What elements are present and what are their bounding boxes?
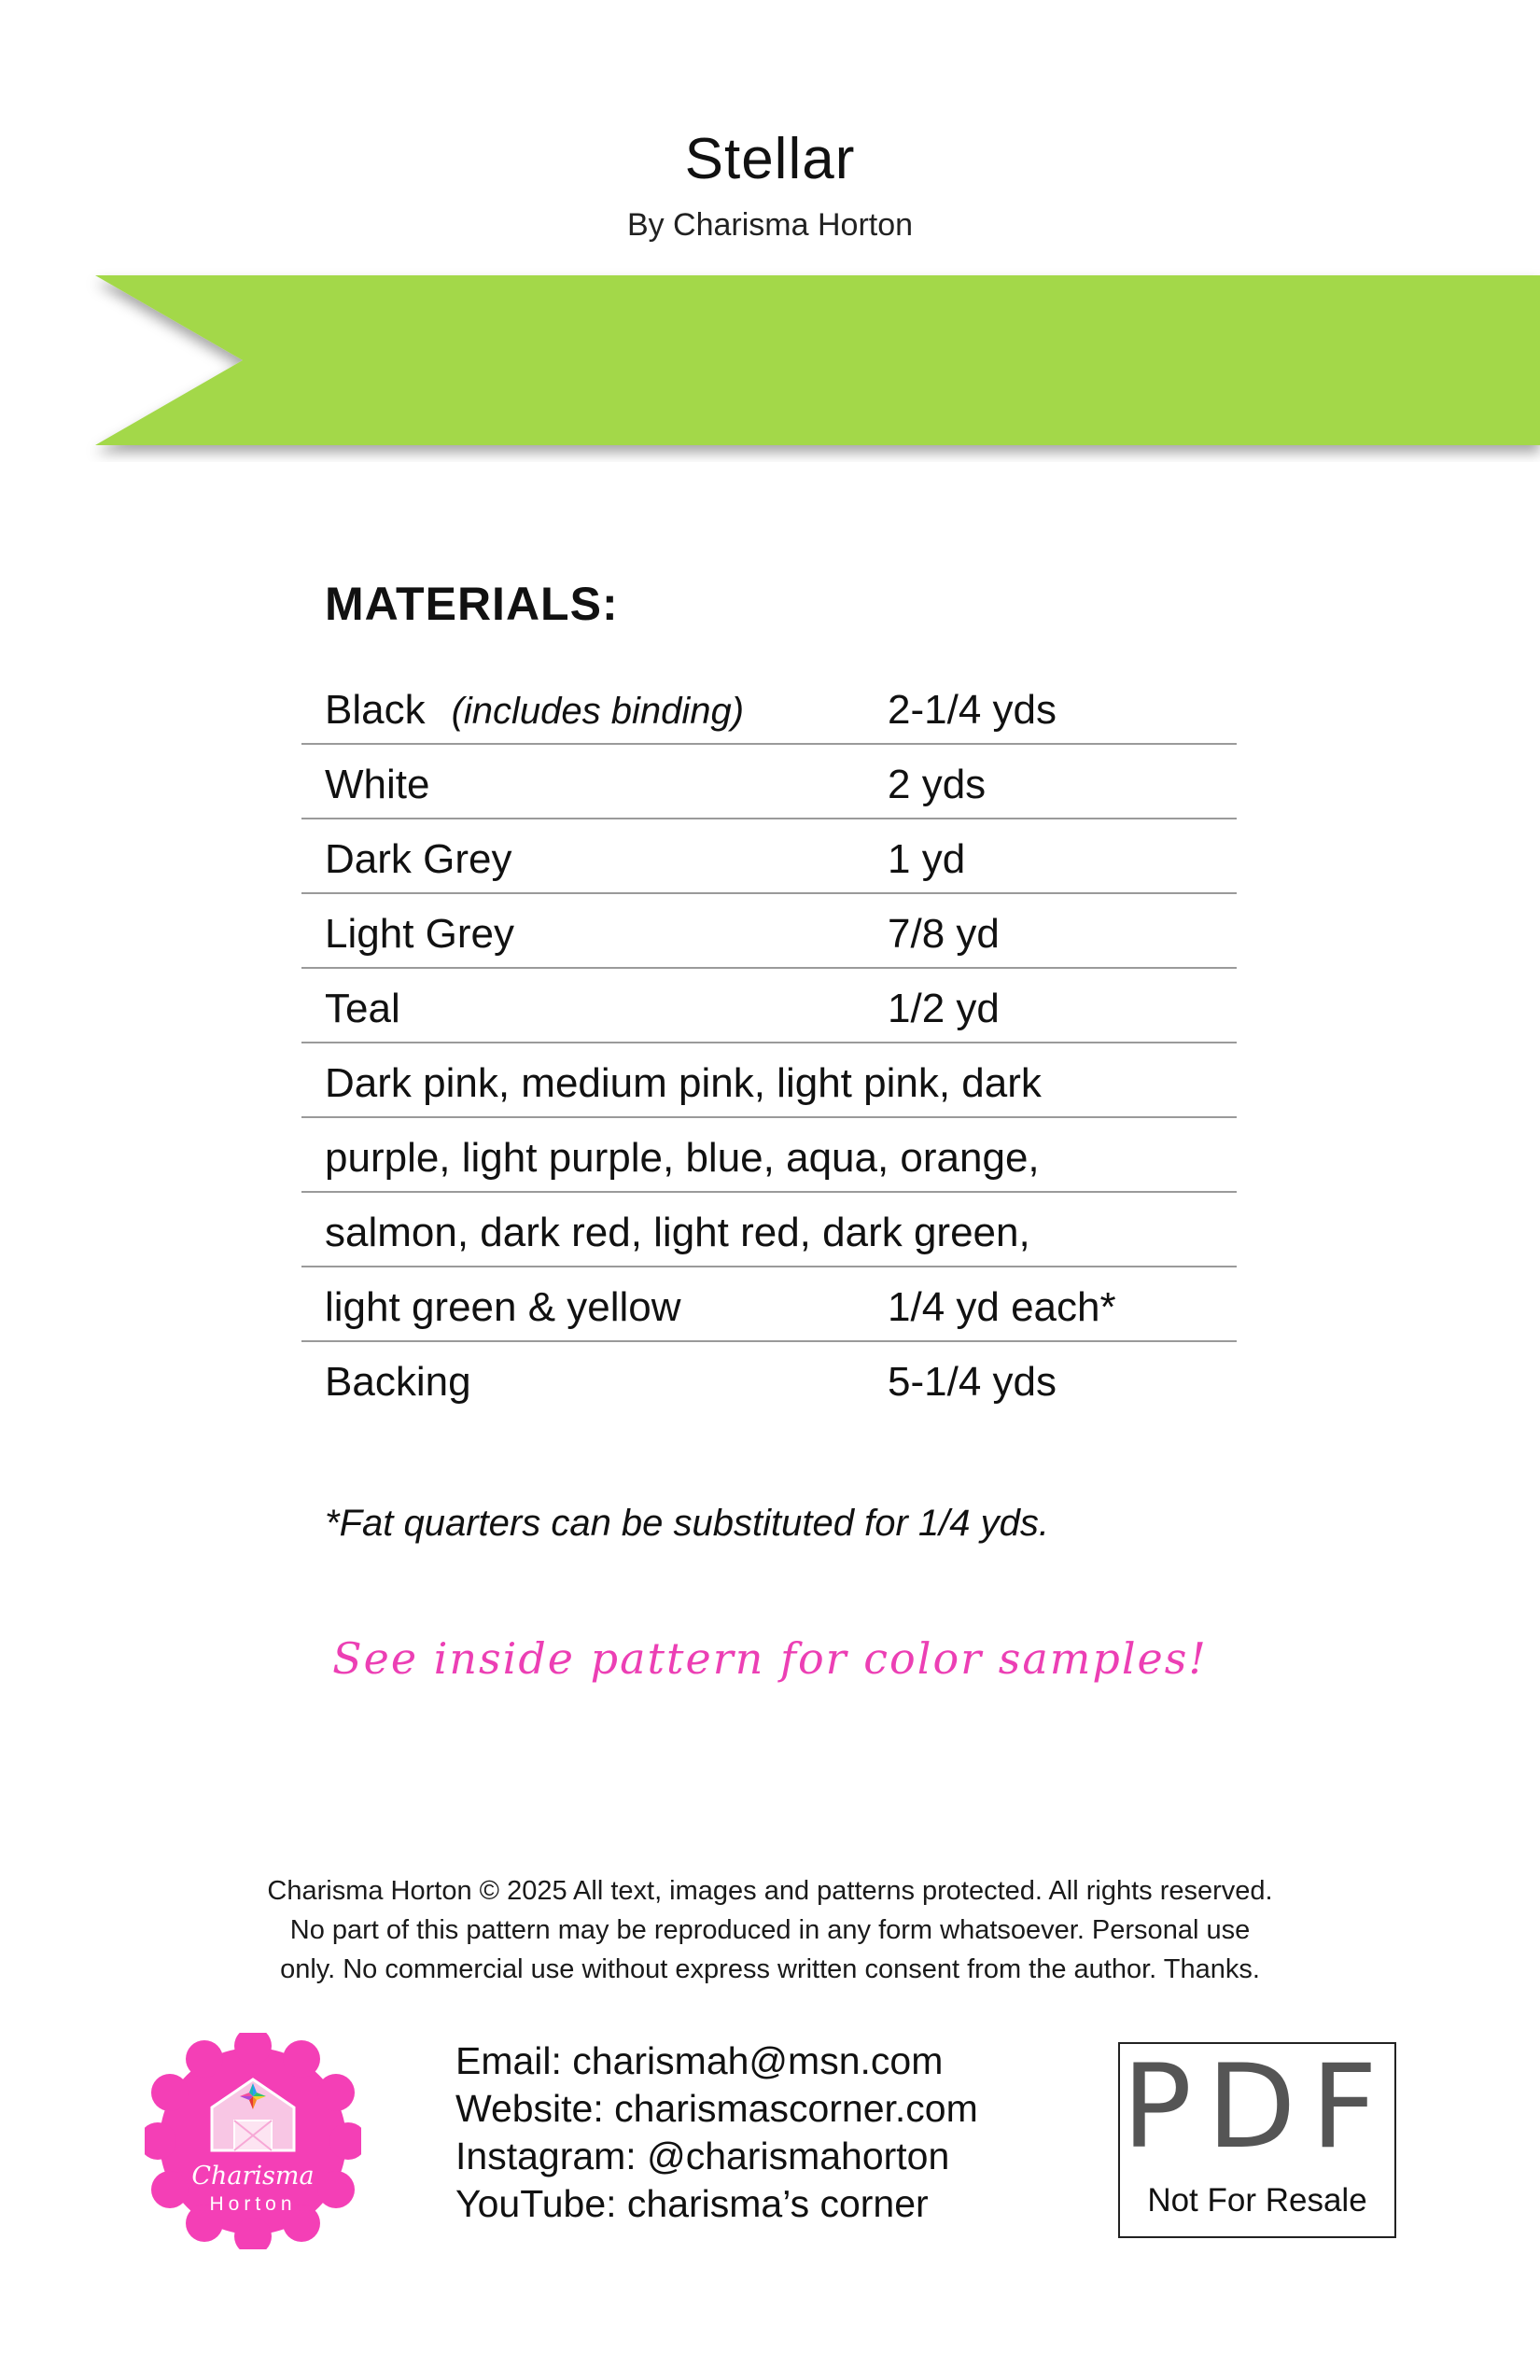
logo-name: Charisma <box>191 2162 315 2191</box>
contact-instagram: Instagram: @charismahorton <box>455 2135 950 2177</box>
material-quantity: 2-1/4 yds <box>888 687 1057 733</box>
copyright-notice <box>0 1871 1540 1989</box>
not-for-resale-label: Not For Resale <box>1147 2182 1367 2219</box>
table-row <box>301 1342 1237 1415</box>
material-quantity: 1/2 yd <box>888 986 1000 1031</box>
table-row <box>301 1118 1237 1193</box>
material-name: Black <box>325 687 426 733</box>
material-name: Dark pink, medium pink, light pink, dark <box>325 1060 1042 1106</box>
table-row <box>301 1043 1237 1118</box>
material-quantity: 1 yd <box>888 836 966 882</box>
material-quantity: 7/8 yd <box>888 911 1000 957</box>
table-row <box>301 969 1237 1043</box>
contact-website: Website: charismascorner.com <box>455 2087 978 2130</box>
color-samples-note: See inside pattern for color samples! <box>332 1633 1208 1684</box>
logo-surname: Horton <box>209 2193 297 2215</box>
material-name: Light Grey <box>325 911 514 957</box>
table-row <box>301 745 1237 819</box>
material-name: White <box>325 762 430 807</box>
table-row <box>301 670 1237 745</box>
copyright-line: only. No commercial use without express written consent from the author. Thanks. <box>280 1954 1260 1984</box>
pdf-label: PDF <box>1122 2040 1393 2175</box>
material-name: purple, light purple, blue, aqua, orange, <box>325 1135 1040 1181</box>
copyright-line: No part of this pattern may be reproduced in any form whatsoever. Personal use <box>289 1915 1251 1945</box>
material-name: Backing <box>325 1359 471 1405</box>
copyright-line: Charisma Horton © 2025 All text, images and patterns protected. All rights reserved. <box>267 1876 1273 1906</box>
material-quantity: 5-1/4 yds <box>888 1359 1057 1405</box>
contact-info <box>455 2037 978 2228</box>
pdf-not-for-resale-badge <box>1118 2042 1396 2238</box>
charisma-horton-logo <box>145 2033 361 2249</box>
table-row <box>301 819 1237 894</box>
material-name: Dark Grey <box>325 836 512 882</box>
material-name: Teal <box>325 986 400 1031</box>
materials-table <box>301 670 1237 1415</box>
material-quantity: 1/4 yd each* <box>888 1284 1116 1330</box>
table-row <box>301 1193 1237 1267</box>
table-row <box>301 894 1237 969</box>
contact-email: Email: charismah@msn.com <box>455 2039 944 2082</box>
pattern-title: Stellar <box>684 127 856 191</box>
author-byline: By Charisma Horton <box>626 207 914 243</box>
materials-heading: MATERIALS: <box>325 578 619 630</box>
material-name: salmon, dark red, light red, dark green, <box>325 1210 1030 1255</box>
material-quantity: 2 yds <box>888 762 987 807</box>
green-ribbon-banner <box>0 266 1540 462</box>
fat-quarter-footnote: *Fat quarters can be substituted for 1/4 yds. <box>325 1503 1049 1544</box>
table-row <box>301 1267 1237 1342</box>
material-name: light green & yellow <box>325 1284 681 1330</box>
material-note: (includes binding) <box>451 691 745 732</box>
banner-shape <box>95 275 1540 445</box>
contact-youtube: YouTube: charisma’s corner <box>455 2182 929 2225</box>
